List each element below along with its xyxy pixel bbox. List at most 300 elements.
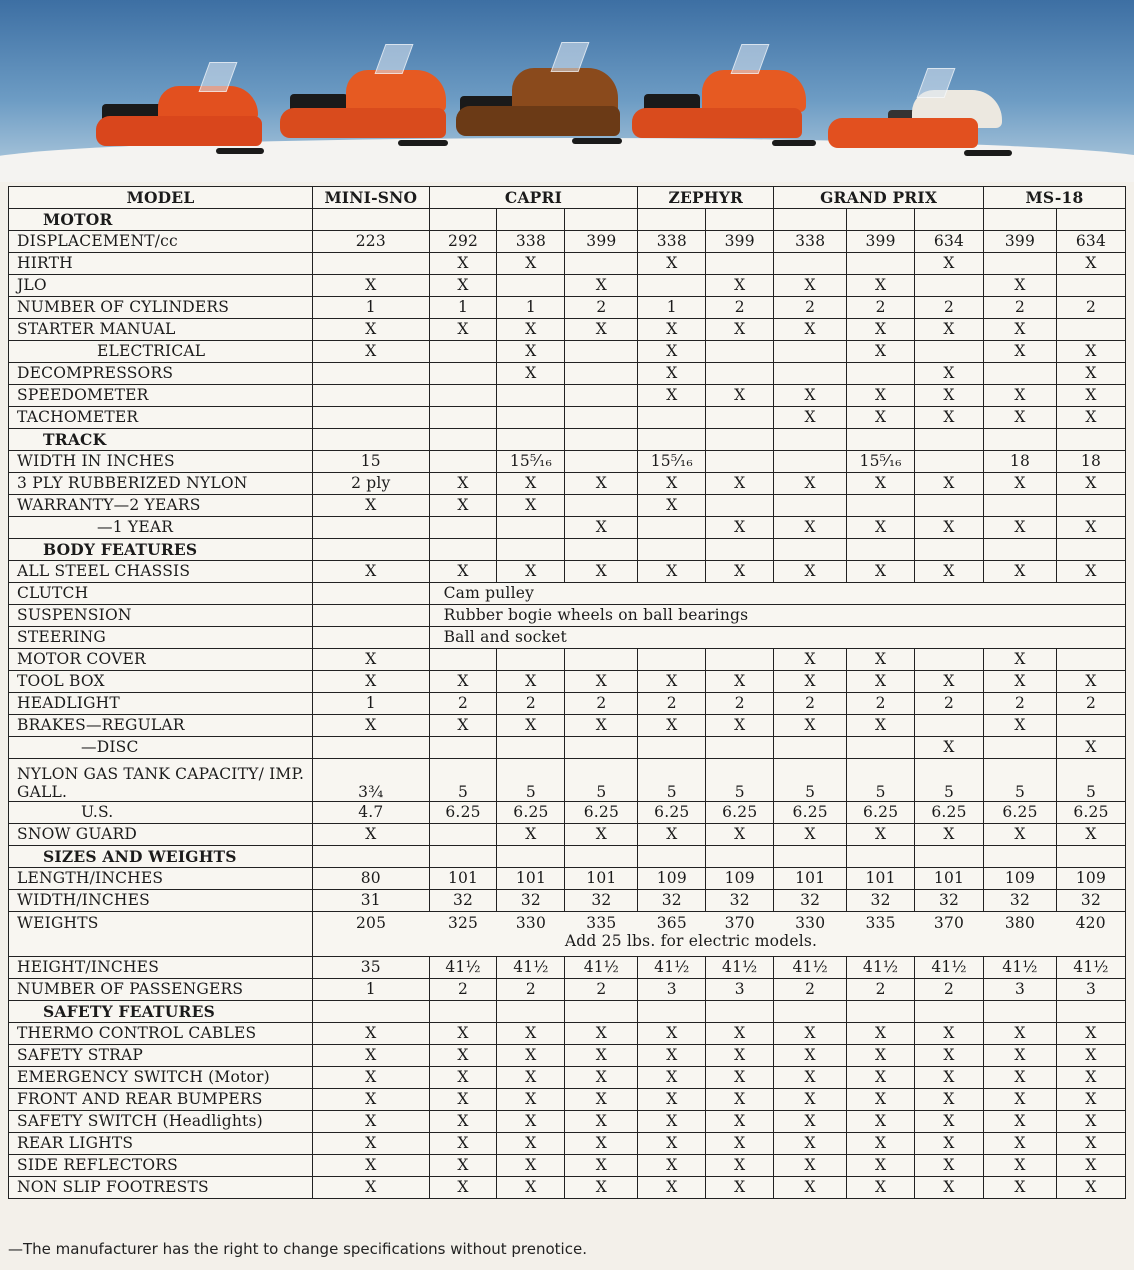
table-cell: 370 xyxy=(724,914,755,932)
table-cell: 15⁵⁄₁₆ xyxy=(638,451,706,473)
table-cell: 32 xyxy=(915,890,984,912)
table-cell: X xyxy=(429,1023,497,1045)
table-cell: 5 xyxy=(983,759,1056,802)
table-cell: 2 xyxy=(847,693,915,715)
table-cell: 1 xyxy=(313,693,430,715)
table-cell xyxy=(429,1001,497,1023)
table-cell: X xyxy=(638,1045,706,1067)
table-cell: X xyxy=(429,1111,497,1133)
table-cell xyxy=(429,539,497,561)
table-cell-wrapper xyxy=(313,912,430,957)
table-row xyxy=(9,737,1126,759)
table-cell: 32 xyxy=(565,890,638,912)
table-cell: 41½ xyxy=(706,957,774,979)
table-row xyxy=(9,1045,1126,1067)
table-cell xyxy=(847,363,915,385)
table-cell: X xyxy=(915,1067,984,1089)
table-cell xyxy=(497,407,565,429)
table-cell: X xyxy=(565,517,638,539)
table-cell: X xyxy=(847,319,915,341)
table-cell: X xyxy=(429,1045,497,1067)
table-cell: X xyxy=(774,649,847,671)
table-cell: X xyxy=(774,1111,847,1133)
table-cell: X xyxy=(565,671,638,693)
table-cell: 41½ xyxy=(497,957,565,979)
table-cell: X xyxy=(983,407,1056,429)
table-cell: X xyxy=(638,1067,706,1089)
table-cell: X xyxy=(565,1023,638,1045)
table-cell xyxy=(706,495,774,517)
table-cell xyxy=(847,495,915,517)
table-cell: X xyxy=(313,1155,430,1177)
table-cell: X xyxy=(774,1155,847,1177)
table-cell: 41½ xyxy=(774,957,847,979)
table-cell: 15 xyxy=(313,451,430,473)
row-label: HEIGHT/INCHES xyxy=(9,957,313,979)
footer-disclaimer: —The manufacturer has the right to change specifications without prenotice. xyxy=(8,1240,587,1258)
table-cell: X xyxy=(313,649,430,671)
snowmobile-image xyxy=(456,52,624,144)
table-row xyxy=(9,715,1126,737)
table-cell xyxy=(313,253,430,275)
table-cell: X xyxy=(313,1133,430,1155)
table-cell xyxy=(429,737,497,759)
table-cell xyxy=(497,209,565,231)
table-cell: 1 xyxy=(313,297,430,319)
model-group-header: MINI-SNO xyxy=(313,187,430,209)
table-cell: 80 xyxy=(313,868,430,890)
table-cell: X xyxy=(983,517,1056,539)
table-cell: X xyxy=(1056,517,1125,539)
table-cell xyxy=(1056,209,1125,231)
row-label: JLO xyxy=(9,275,313,297)
table-cell xyxy=(638,737,706,759)
table-cell xyxy=(497,275,565,297)
table-cell: X xyxy=(915,824,984,846)
table-cell: X xyxy=(638,319,706,341)
table-cell xyxy=(497,429,565,451)
table-cell xyxy=(915,495,984,517)
table-cell: 3 xyxy=(706,979,774,1001)
table-cell xyxy=(706,737,774,759)
table-cell: X xyxy=(565,1177,638,1199)
row-label: ELECTRICAL xyxy=(9,341,313,363)
table-cell: 370 xyxy=(933,914,965,932)
table-cell: 2 xyxy=(706,693,774,715)
table-cell xyxy=(497,846,565,868)
table-cell: X xyxy=(706,517,774,539)
table-cell: 2 xyxy=(497,693,565,715)
table-cell: X xyxy=(429,473,497,495)
table-cell: X xyxy=(565,319,638,341)
table-cell: X xyxy=(847,1067,915,1089)
snowmobile-banner-image xyxy=(0,0,1134,182)
table-row xyxy=(9,385,1126,407)
table-cell: X xyxy=(847,1023,915,1045)
table-cell: 2 xyxy=(565,979,638,1001)
table-cell: 5 xyxy=(565,759,638,802)
table-cell: X xyxy=(706,561,774,583)
table-cell: X xyxy=(1056,1177,1125,1199)
table-cell xyxy=(1056,846,1125,868)
table-cell xyxy=(313,363,430,385)
table-cell: 2 xyxy=(565,297,638,319)
table-cell: X xyxy=(429,1089,497,1111)
table-cell xyxy=(915,649,984,671)
table-cell: 338 xyxy=(774,231,847,253)
table-cell: X xyxy=(497,253,565,275)
table-cell: X xyxy=(565,1155,638,1177)
table-row xyxy=(9,957,1126,979)
table-cell: X xyxy=(774,473,847,495)
table-cell xyxy=(915,846,984,868)
table-cell: X xyxy=(429,319,497,341)
table-cell: X xyxy=(429,1067,497,1089)
table-cell: X xyxy=(497,1155,565,1177)
table-cell: X xyxy=(983,385,1056,407)
table-cell: 32 xyxy=(429,890,497,912)
section-label: SIZES AND WEIGHTS xyxy=(9,846,313,868)
table-cell xyxy=(706,451,774,473)
row-label: STARTER MANUAL xyxy=(9,319,313,341)
table-cell: 109 xyxy=(638,868,706,890)
table-cell xyxy=(774,846,847,868)
section-header-row xyxy=(9,846,1126,868)
table-cell: X xyxy=(638,253,706,275)
table-cell: X xyxy=(313,1089,430,1111)
table-cell: X xyxy=(915,363,984,385)
table-cell: X xyxy=(983,715,1056,737)
table-cell: X xyxy=(706,1111,774,1133)
table-cell: X xyxy=(313,1023,430,1045)
row-label: LENGTH/INCHES xyxy=(9,868,313,890)
row-label: 3 PLY RUBBERIZED NYLON xyxy=(9,473,313,495)
table-cell xyxy=(983,495,1056,517)
table-cell: X xyxy=(565,715,638,737)
table-cell xyxy=(429,385,497,407)
table-cell xyxy=(983,539,1056,561)
table-cell: X xyxy=(847,561,915,583)
table-cell xyxy=(313,605,430,627)
table-cell: 380 xyxy=(1004,914,1036,932)
table-cell xyxy=(565,209,638,231)
table-cell: 109 xyxy=(706,868,774,890)
table-row xyxy=(9,583,1126,605)
table-cell xyxy=(847,209,915,231)
table-cell xyxy=(983,846,1056,868)
table-cell: X xyxy=(983,1177,1056,1199)
table-cell xyxy=(313,209,430,231)
table-cell xyxy=(313,583,430,605)
table-row xyxy=(9,1177,1126,1199)
table-cell xyxy=(429,451,497,473)
table-cell: 15⁵⁄₁₆ xyxy=(847,451,915,473)
table-cell: 399 xyxy=(706,231,774,253)
table-cell: X xyxy=(1056,385,1125,407)
table-cell: 18 xyxy=(983,451,1056,473)
table-cell: X xyxy=(497,319,565,341)
table-cell: X xyxy=(983,1067,1056,1089)
table-cell: 205 xyxy=(355,914,387,932)
row-label: BRAKES—REGULAR xyxy=(9,715,313,737)
table-cell: X xyxy=(313,671,430,693)
table-cell: X xyxy=(915,253,984,275)
table-cell: X xyxy=(915,1177,984,1199)
table-cell: 2 xyxy=(429,979,497,1001)
table-cell: X xyxy=(638,363,706,385)
table-cell-wrapper xyxy=(429,912,497,957)
table-cell-wrapper xyxy=(1056,912,1125,957)
table-cell: X xyxy=(497,671,565,693)
table-row xyxy=(9,1023,1126,1045)
spanning-value-cell: Ball and socket xyxy=(429,627,1125,649)
table-cell: X xyxy=(565,561,638,583)
table-cell xyxy=(313,517,430,539)
table-cell: 399 xyxy=(847,231,915,253)
table-cell xyxy=(915,451,984,473)
table-cell: X xyxy=(497,561,565,583)
row-label: WARRANTY—2 YEARS xyxy=(9,495,313,517)
table-cell xyxy=(638,846,706,868)
section-header-row xyxy=(9,429,1126,451)
table-cell: X xyxy=(706,715,774,737)
table-cell: X xyxy=(915,1133,984,1155)
table-cell xyxy=(774,341,847,363)
table-cell: X xyxy=(1056,407,1125,429)
table-cell: X xyxy=(313,715,430,737)
table-cell: 223 xyxy=(313,231,430,253)
table-cell xyxy=(983,209,1056,231)
table-cell xyxy=(774,429,847,451)
table-cell: X xyxy=(915,1111,984,1133)
table-cell: X xyxy=(497,824,565,846)
table-cell: 41½ xyxy=(847,957,915,979)
table-cell: X xyxy=(638,385,706,407)
table-cell: 3 xyxy=(638,979,706,1001)
table-row xyxy=(9,649,1126,671)
table-cell: X xyxy=(565,1111,638,1133)
table-cell: 101 xyxy=(774,868,847,890)
table-cell: X xyxy=(638,495,706,517)
table-cell: X xyxy=(774,1023,847,1045)
table-cell: X xyxy=(915,1155,984,1177)
table-cell: X xyxy=(983,671,1056,693)
table-cell xyxy=(847,846,915,868)
table-cell: X xyxy=(638,1155,706,1177)
table-cell: X xyxy=(1056,561,1125,583)
table-cell: 2 xyxy=(983,693,1056,715)
table-row xyxy=(9,890,1126,912)
table-cell xyxy=(915,341,984,363)
table-cell xyxy=(915,1001,984,1023)
table-cell-wrapper xyxy=(847,912,915,957)
table-cell: 6.25 xyxy=(847,802,915,824)
table-cell: 41½ xyxy=(638,957,706,979)
table-cell: X xyxy=(638,1133,706,1155)
table-cell: 6.25 xyxy=(706,802,774,824)
table-row xyxy=(9,1067,1126,1089)
table-row xyxy=(9,363,1126,385)
table-cell: X xyxy=(847,1111,915,1133)
table-row xyxy=(9,759,1126,802)
table-cell: X xyxy=(774,715,847,737)
table-row xyxy=(9,451,1126,473)
table-cell xyxy=(774,495,847,517)
table-cell: X xyxy=(429,495,497,517)
table-cell: X xyxy=(915,737,984,759)
table-cell: 325 xyxy=(447,914,479,932)
table-cell: X xyxy=(847,715,915,737)
table-cell xyxy=(429,341,497,363)
row-label: DECOMPRESSORS xyxy=(9,363,313,385)
row-label: U.S. xyxy=(9,802,313,824)
table-cell: 2 xyxy=(638,693,706,715)
table-cell xyxy=(565,407,638,429)
table-cell: X xyxy=(1056,671,1125,693)
table-cell xyxy=(429,429,497,451)
table-cell: X xyxy=(774,275,847,297)
table-cell: X xyxy=(1056,824,1125,846)
table-row xyxy=(9,627,1126,649)
table-cell: 6.25 xyxy=(565,802,638,824)
table-cell: 335 xyxy=(586,914,617,932)
table-row xyxy=(9,341,1126,363)
table-cell xyxy=(706,253,774,275)
table-cell: X xyxy=(1056,737,1125,759)
table-cell: 32 xyxy=(774,890,847,912)
table-cell: X xyxy=(638,341,706,363)
table-cell xyxy=(313,407,430,429)
table-cell xyxy=(638,1001,706,1023)
table-cell: X xyxy=(774,1045,847,1067)
table-cell: X xyxy=(706,473,774,495)
table-row xyxy=(9,1111,1126,1133)
table-cell: 6.25 xyxy=(774,802,847,824)
table-cell xyxy=(638,209,706,231)
table-cell: 338 xyxy=(638,231,706,253)
table-cell: 2 xyxy=(497,979,565,1001)
table-cell: X xyxy=(313,1067,430,1089)
table-cell: 2 xyxy=(847,297,915,319)
table-cell xyxy=(638,539,706,561)
row-label: TACHOMETER xyxy=(9,407,313,429)
table-cell: X xyxy=(774,1133,847,1155)
table-cell: X xyxy=(429,275,497,297)
weights-note: Add 25 lbs. for electric models. xyxy=(564,932,818,950)
table-cell: 338 xyxy=(497,231,565,253)
table-cell: X xyxy=(313,275,430,297)
table-cell xyxy=(774,1001,847,1023)
table-cell-wrapper xyxy=(497,912,565,957)
table-cell xyxy=(638,407,706,429)
table-cell: 6.25 xyxy=(638,802,706,824)
table-cell: X xyxy=(706,1089,774,1111)
table-cell: X xyxy=(983,649,1056,671)
table-cell xyxy=(638,517,706,539)
snowmobile-image xyxy=(96,70,266,154)
table-cell: X xyxy=(565,275,638,297)
table-cell: 32 xyxy=(983,890,1056,912)
table-cell: X xyxy=(1056,1155,1125,1177)
table-cell: 2 xyxy=(565,693,638,715)
table-cell xyxy=(313,1001,430,1023)
table-cell: 399 xyxy=(565,231,638,253)
snowmobile-image xyxy=(632,56,812,146)
table-cell xyxy=(1056,275,1125,297)
table-cell: X xyxy=(915,319,984,341)
table-cell: X xyxy=(497,1045,565,1067)
row-label: MOTOR COVER xyxy=(9,649,313,671)
table-cell xyxy=(774,737,847,759)
table-body xyxy=(9,209,1126,1199)
table-cell xyxy=(638,649,706,671)
table-cell: 2 xyxy=(1056,693,1125,715)
row-label: CLUTCH xyxy=(9,583,313,605)
table-cell: X xyxy=(1056,473,1125,495)
table-cell: X xyxy=(429,561,497,583)
row-label: WEIGHTS xyxy=(9,912,313,957)
table-cell: 634 xyxy=(1056,231,1125,253)
table-cell xyxy=(565,341,638,363)
table-cell xyxy=(774,451,847,473)
table-cell: 3 xyxy=(1056,979,1125,1001)
table-cell: 365 xyxy=(656,914,687,932)
table-cell: X xyxy=(313,561,430,583)
table-cell xyxy=(706,363,774,385)
table-cell: 101 xyxy=(915,868,984,890)
table-cell: 5 xyxy=(638,759,706,802)
table-cell: X xyxy=(1056,253,1125,275)
table-cell: X xyxy=(429,253,497,275)
table-cell-wrapper xyxy=(983,912,1056,957)
table-cell: X xyxy=(915,385,984,407)
table-cell: 5 xyxy=(497,759,565,802)
table-row xyxy=(9,407,1126,429)
row-label: SAFETY STRAP xyxy=(9,1045,313,1067)
row-label: WIDTH/INCHES xyxy=(9,890,313,912)
table-cell: X xyxy=(313,319,430,341)
table-cell: X xyxy=(847,385,915,407)
table-cell: X xyxy=(497,1089,565,1111)
table-cell: X xyxy=(1056,1045,1125,1067)
row-label: SNOW GUARD xyxy=(9,824,313,846)
table-cell xyxy=(847,737,915,759)
table-cell: X xyxy=(429,1177,497,1199)
table-cell: X xyxy=(638,473,706,495)
table-cell: X xyxy=(915,1045,984,1067)
table-cell: 35 xyxy=(313,957,430,979)
table-cell: X xyxy=(497,1023,565,1045)
table-cell xyxy=(983,363,1056,385)
table-cell xyxy=(1056,495,1125,517)
table-cell xyxy=(915,429,984,451)
table-cell: 335 xyxy=(865,914,896,932)
section-header-row xyxy=(9,1001,1126,1023)
table-cell xyxy=(565,539,638,561)
table-cell: 32 xyxy=(497,890,565,912)
table-cell xyxy=(983,253,1056,275)
table-cell: 32 xyxy=(706,890,774,912)
table-cell: X xyxy=(847,671,915,693)
table-cell xyxy=(313,539,430,561)
table-cell xyxy=(847,429,915,451)
table-row xyxy=(9,1133,1126,1155)
table-cell: X xyxy=(497,363,565,385)
table-cell: X xyxy=(847,1045,915,1067)
table-cell: X xyxy=(638,1023,706,1045)
row-label: HIRTH xyxy=(9,253,313,275)
table-cell: 1 xyxy=(429,297,497,319)
